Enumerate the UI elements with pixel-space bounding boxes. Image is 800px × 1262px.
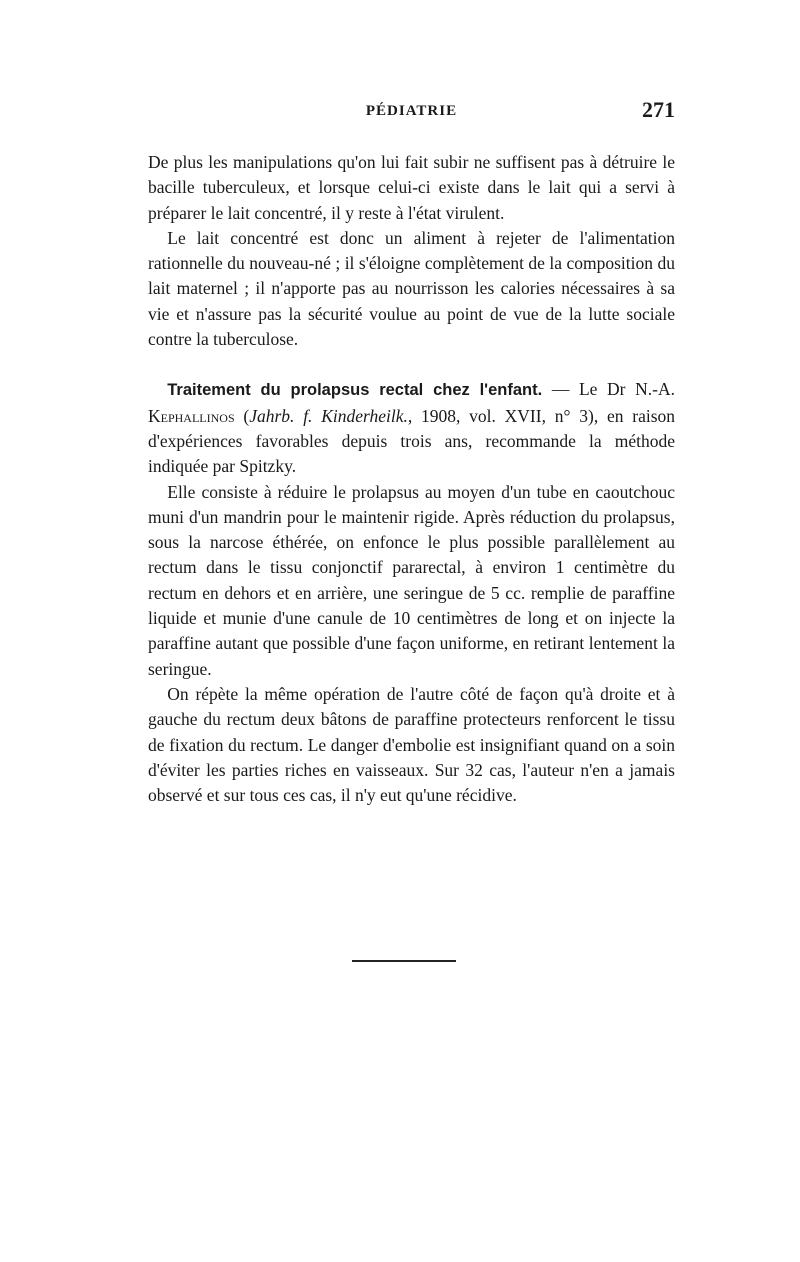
running-head [148, 97, 675, 127]
intro-rest: , en raison d'expériences favorables depuis trois ans, recommande la méthode indiquée par Spitzky. [148, 405, 676, 477]
paragraph-condensed-milk-conclusion: Le lait concentré est donc un aliment à rejeter de l'alimentation rationnelle du nouveau-né ; il s'éloigne complètement de la composition du lait maternel ; il n'apporte pas au nourrisson les calories nécessaires à sa vie et n'assure pas la sécurité voulue au point de vue de la lutte sociale contre la tuberculose. [148, 227, 675, 350]
paragraph-results: On répète la même opération de l'autre côté de façon qu'à droite et à gauche du rectum deux bâtons de paraffine protecteurs renforcent le tissu de fixation du rectum. Le danger d'embolie est insignifiant quand on a soin d'éviter les parties riches en vaisseaux. Sur 32 cas, l'auteur n'en a jamais observé et sur tous ces cas, il n'y eut qu'une récidive. [148, 683, 675, 806]
article-title: Traitement du prolapsus rectal chez l'enfant. [167, 381, 543, 400]
paragraph-milk-tuberculosis: De plus les manipulations qu'on lui fait subir ne suffisent pas à détruire le bacille tuberculeux, et lorsque celui-ci existe dans le lait qui a servi à préparer le lait concentré, il y reste à l'état virulent. [148, 152, 675, 223]
author-initials: N.-A. [625, 379, 675, 400]
page-number: 271 [642, 97, 675, 122]
title-dash: — Le [542, 379, 608, 400]
section-end-rule [352, 960, 456, 962]
article-intro [148, 377, 675, 479]
body-text [148, 150, 675, 808]
doctor-abbrev: Dr [607, 379, 626, 400]
paragraph-method: Elle consiste à réduire le prolapsus au moyen d'un tube en caoutchouc muni d'un mandrin pour le maintenir rigide. Après réduction du prolapsus, sous la narcose éthérée, on enfonce le plus possible parallèlement au rectum dans le tissu conjonctif pararectal, à environ 1 centimètre du rectum en dehors et en arrière, une seringue de 5 cc. remplie de paraffine liquide et munie d'une canule de 10 centimètres de long et on injecte la paraffine autant que possible d'une façon uniforme, en retirant lentement la seringue. [148, 481, 675, 679]
author-surname: Kephallinos [148, 405, 235, 426]
citation-details: , 1908, vol. XVII, n° 3) [407, 405, 594, 426]
running-title: PÉDIATRIE [365, 103, 458, 119]
journal-name: Jahrb. f. Kinderheilk. [249, 405, 408, 426]
citation-open: ( [234, 405, 250, 426]
